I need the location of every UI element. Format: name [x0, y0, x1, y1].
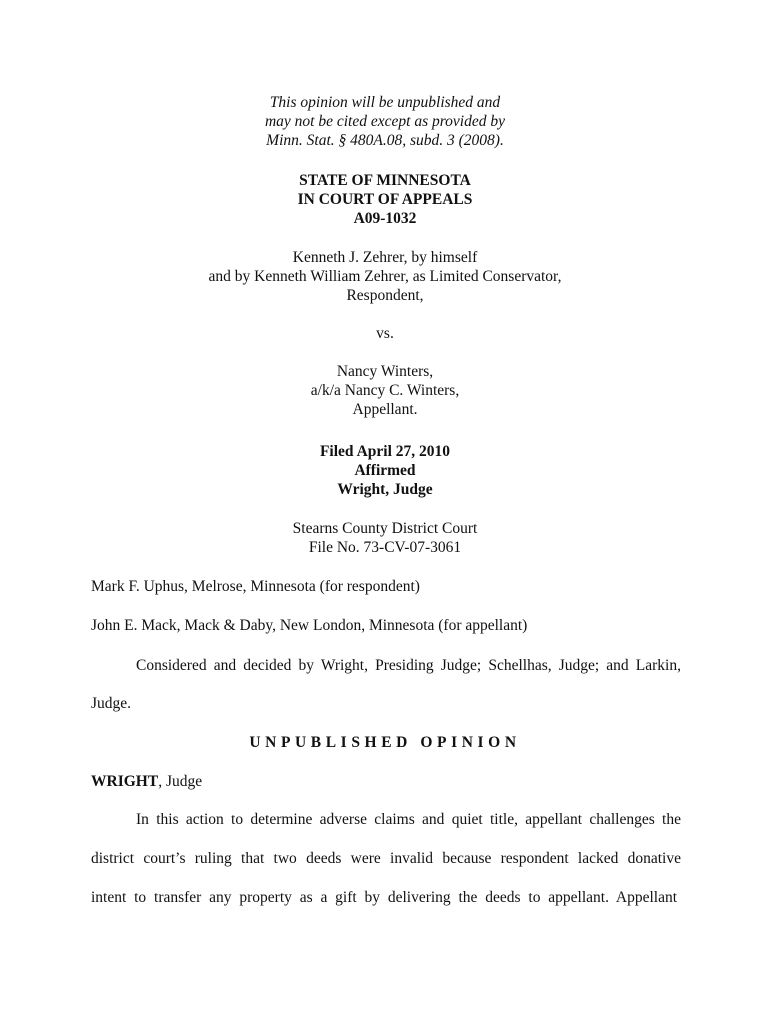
opinion-heading: UNPUBLISHED OPINION [249, 734, 521, 751]
panel-line-1 [91, 656, 681, 675]
authoring-judge: Wright, Judge [337, 481, 433, 498]
state-name: STATE OF MINNESOTA [299, 172, 471, 189]
respondent-role: Respondent, [346, 287, 424, 304]
counsel-appellant: John E. Mack, Mack & Daby, New London, Minnesota (for appellant) [91, 617, 528, 634]
court-name: IN COURT OF APPEALS [297, 191, 473, 208]
body-line-3-text: intent to transfer any property as a gift by delivering the deeds to appellant. Appellant [91, 889, 678, 906]
author-title: , Judge [158, 773, 203, 790]
lower-court-file-number: File No. 73-CV-07-3061 [308, 539, 462, 556]
body-line-3 [91, 888, 681, 927]
notice-line-2: may not be cited except as provided by [264, 113, 505, 130]
versus: vs. [376, 325, 394, 342]
respondent-name: Kenneth J. Zehrer, by himself [292, 249, 478, 266]
body-line-1 [91, 810, 681, 849]
appellant-role: Appellant. [352, 401, 418, 418]
court-caption [0, 171, 770, 228]
docket-number: A09-1032 [353, 210, 417, 227]
disposition: Affirmed [354, 462, 416, 479]
opinion-body-paragraph [91, 810, 681, 927]
author-name: WRIGHT [91, 773, 159, 790]
body-line-2-text: district court’s ruling that two deeds were invalid because respondent lacked donative [91, 850, 681, 867]
body-line-2 [91, 849, 681, 888]
filed-date: Filed April 27, 2010 [319, 443, 451, 460]
notice-line-3: Minn. Stat. § 480A.08, subd. 3 (2008). [266, 132, 504, 149]
opinion-author [91, 772, 202, 791]
counsel-respondent: Mark F. Uphus, Melrose, Minnesota (for respondent) [91, 578, 420, 595]
appellant-name: Nancy Winters, [336, 363, 434, 380]
notice-line-1: This opinion will be unpublished and [269, 94, 501, 111]
panel-statement [91, 656, 681, 675]
respondent-conservator: and by Kenneth William Zehrer, as Limited Conservator, [208, 268, 562, 285]
filing-info [0, 442, 770, 499]
appellant-alias: a/k/a Nancy C. Winters, [310, 382, 460, 399]
publication-notice [0, 93, 770, 150]
panel-line-2: Judge. [91, 695, 132, 712]
lower-court-name: Stearns County District Court [292, 520, 478, 537]
lower-court [0, 519, 770, 557]
case-parties [0, 248, 770, 419]
body-line-1-text: In this action to determine adverse claims and quiet title, appellant challenges the [136, 811, 681, 828]
panel-line-1-text: Considered and decided by Wright, Presiding Judge; Schellhas, Judge; and Larkin, [136, 657, 681, 674]
